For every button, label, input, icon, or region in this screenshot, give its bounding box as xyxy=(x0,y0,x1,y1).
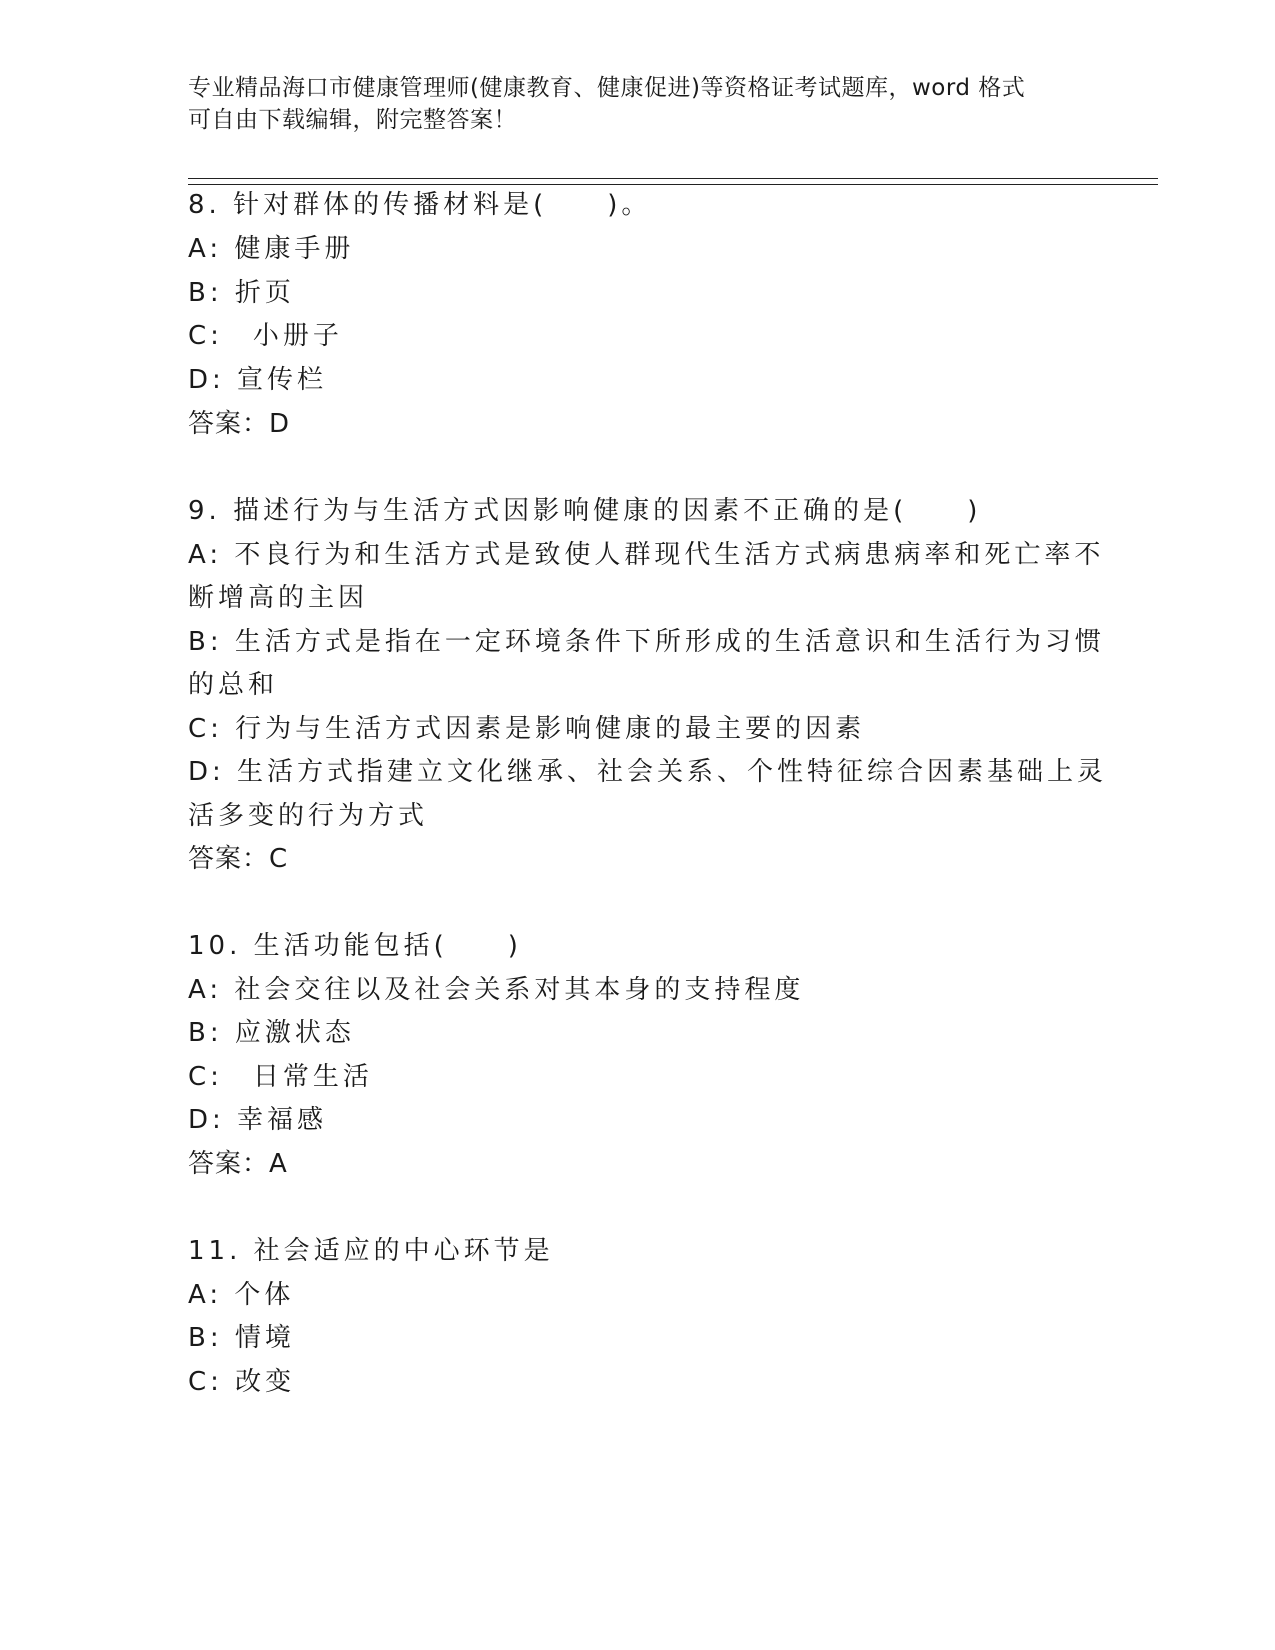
question-10-option-c: C: 日常生活 xyxy=(188,1062,373,1092)
question-9-option-c: C: 行为与生活方式因素是影响健康的最主要的因素 xyxy=(188,714,866,744)
question-10-option-a: A: 社会交往以及社会关系对其本身的支持程度 xyxy=(188,975,805,1005)
question-8-option-b: B: 折页 xyxy=(188,278,295,308)
question-8-option-d: D: 宣传栏 xyxy=(188,365,328,395)
question-8-stem: 8. 针对群体的传播材料是( )。 xyxy=(188,190,652,220)
question-11-stem: 11. 社会适应的中心环节是 xyxy=(188,1236,554,1266)
question-11-option-a: A: 个体 xyxy=(188,1280,295,1310)
question-11-option-b: B: 情境 xyxy=(188,1323,295,1353)
document-header xyxy=(188,72,1088,136)
question-9-option-a: A: 不良行为和生活方式是致使人群现代生活方式病患病率和死亡率不 xyxy=(188,540,1105,570)
question-9-option-b: B: 生活方式是指在一定环境条件下所形成的生活意识和生活行为习惯 xyxy=(188,627,1105,657)
header-line-2: 可自由下载编辑，附完整答案！ xyxy=(188,107,517,133)
question-9-option-a-cont: 断增高的主因 xyxy=(188,583,369,613)
question-10-stem: 10. 生活功能包括( ) xyxy=(188,931,522,961)
question-11-option-c: C: 改变 xyxy=(188,1367,296,1397)
question-8-option-a: A: 健康手册 xyxy=(188,234,355,264)
question-9-option-b-cont: 的总和 xyxy=(188,670,279,700)
header-divider-top xyxy=(188,178,1158,179)
question-8-option-c: C: 小册子 xyxy=(188,321,343,351)
question-8-answer: 答案：D xyxy=(188,409,291,439)
question-9-stem: 9. 描述行为与生活方式因影响健康的因素不正确的是( ) xyxy=(188,496,982,526)
question-10-answer: 答案：A xyxy=(188,1149,288,1179)
header-divider-bottom xyxy=(188,184,1158,185)
question-9-option-d: D: 生活方式指建立文化继承、社会关系、个性特征综合因素基础上灵 xyxy=(188,757,1108,787)
question-10-option-d: D: 幸福感 xyxy=(188,1105,328,1135)
question-9-option-d-cont: 活多变的行为方式 xyxy=(188,801,429,831)
header-line-1: 专业精品海口市健康管理师(健康教育、健康促进)等资格证考试题库，word 格式 xyxy=(188,75,1026,101)
question-9-answer: 答案：C xyxy=(188,844,289,874)
question-10-option-b: B: 应激状态 xyxy=(188,1018,355,1048)
